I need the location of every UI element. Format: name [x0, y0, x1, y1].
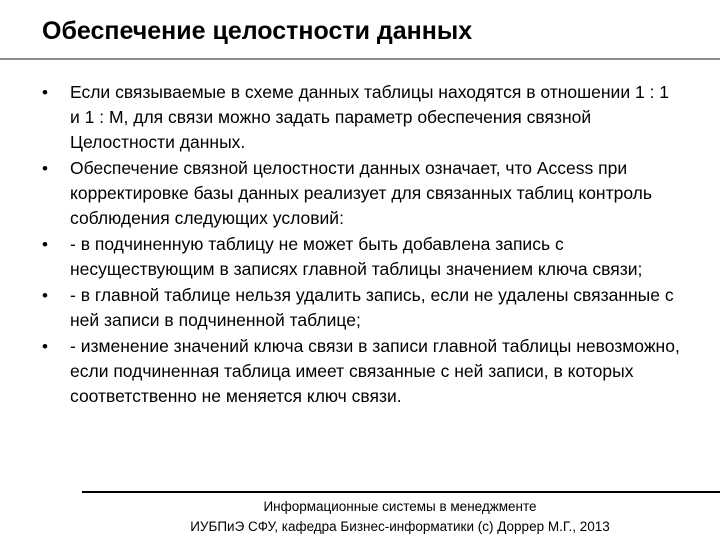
- bullet-item: [42, 156, 682, 231]
- bullet-item: [42, 283, 682, 333]
- bullet-text: Обеспечение связной целостности данных означает, что Access при корректировке базы данных реализует для связанных таблиц контроль соблюдения следующих условий:: [70, 158, 653, 228]
- footer: [140, 497, 660, 537]
- bullet-list: [42, 80, 682, 410]
- bullet-text: Если связываемые в схеме данных таблицы находятся в отношении 1 : 1 и 1 : М, для связи можно задать параметр обеспечения связной Целостности данных.: [70, 82, 670, 152]
- slide-title: Обеспечение целостности данных: [42, 17, 473, 45]
- footer-copyright: ИУБПиЭ СФУ, кафедра Бизнес-информатики (с) Доррер М.Г., 2013: [190, 519, 610, 534]
- footer-course-title: Информационные системы в менеджменте: [263, 499, 537, 514]
- bullet-text: - в подчиненную таблицу не может быть добавлена запись с несуществующим в записях главной таблицы значением ключа связи;: [70, 234, 643, 279]
- bullet-item: [42, 334, 682, 409]
- bullet-item: [42, 80, 682, 155]
- bullet-dot-icon: •: [42, 337, 48, 356]
- bullet-dot-icon: •: [42, 286, 48, 305]
- bullet-text: - в главной таблице нельзя удалить запись, если не удалены связанные с ней записи в подчиненной таблице;: [70, 285, 674, 330]
- bullet-dot-icon: •: [42, 83, 48, 102]
- title-divider: [0, 58, 720, 60]
- bullet-text: - изменение значений ключа связи в записи главной таблицы невозможно, если подчиненная таблица имеет связанные с ней записи, в которых соответственно не меняется ключ связи.: [70, 336, 680, 406]
- footer-divider: [82, 491, 720, 493]
- bullet-dot-icon: •: [42, 235, 48, 254]
- bullet-dot-icon: •: [42, 159, 48, 178]
- bullet-item: [42, 232, 682, 282]
